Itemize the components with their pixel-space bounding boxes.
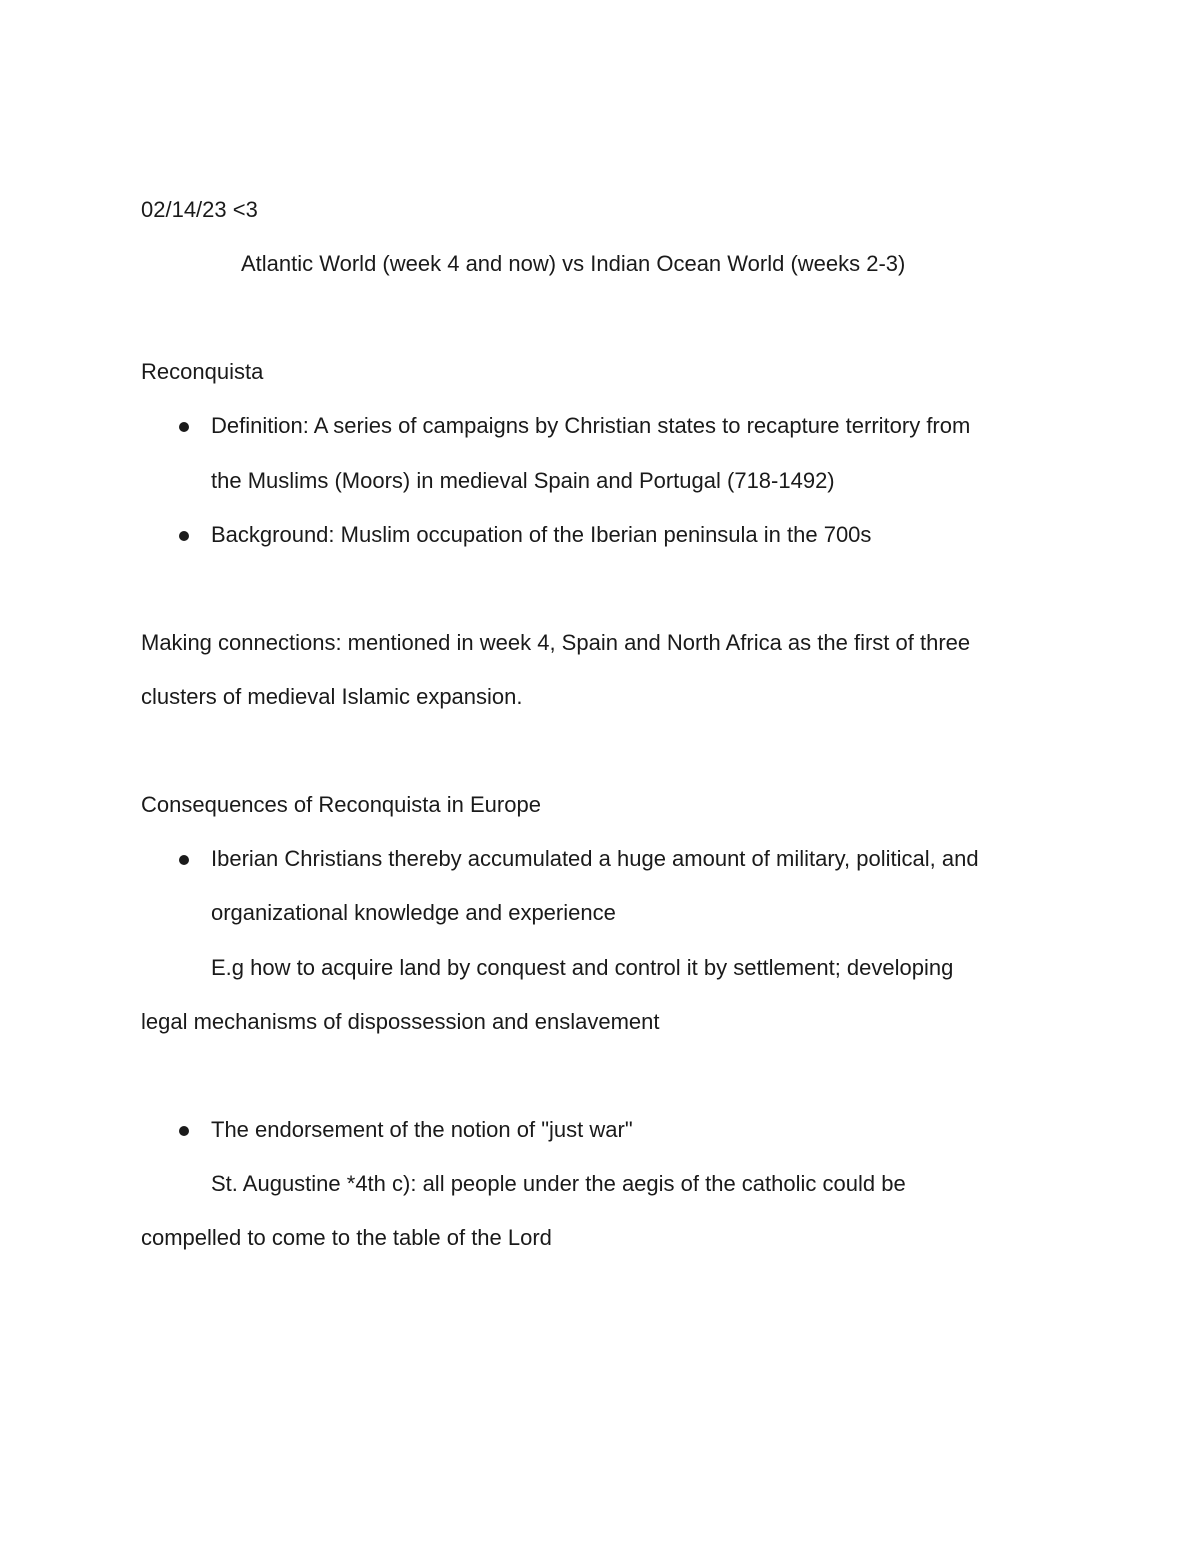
subtitle: Atlantic World (week 4 and now) vs Indian Ocean World (weeks 2-3): [241, 251, 906, 276]
bullet-icon: [179, 855, 189, 865]
augustine-line-2: compelled to come to the table of the Lord: [141, 1225, 552, 1250]
consequence-example-line-1: E.g how to acquire land by conquest and control it by settlement; developing: [211, 955, 954, 980]
background-line: Background: Muslim occupation of the Iberian peninsula in the 700s: [211, 522, 872, 547]
connections-line-1: Making connections: mentioned in week 4, Spain and North Africa as the first of three: [141, 630, 971, 655]
just-war-line: The endorsement of the notion of "just war": [211, 1117, 633, 1142]
consequences-heading: Consequences of Reconquista in Europe: [141, 792, 541, 817]
connections-line-2: clusters of medieval Islamic expansion.: [141, 684, 523, 709]
definition-line-1: Definition: A series of campaigns by Christian states to recapture territory from: [211, 413, 971, 438]
consequence-example-line-2: legal mechanisms of dispossession and enslavement: [141, 1009, 660, 1034]
date-line: 02/14/23 <3: [141, 197, 258, 222]
consequence-line-1: Iberian Christians thereby accumulated a huge amount of military, political, and: [211, 846, 979, 871]
bullet-icon: [179, 422, 189, 432]
reconquista-heading: Reconquista: [141, 359, 264, 384]
bullet-icon: [179, 531, 189, 541]
consequence-line-2: organizational knowledge and experience: [211, 900, 616, 925]
bullet-icon: [179, 1126, 189, 1136]
definition-line-2: the Muslims (Moors) in medieval Spain and Portugal (718-1492): [211, 468, 835, 493]
augustine-line-1: St. Augustine *4th c): all people under the aegis of the catholic could be: [211, 1171, 906, 1196]
